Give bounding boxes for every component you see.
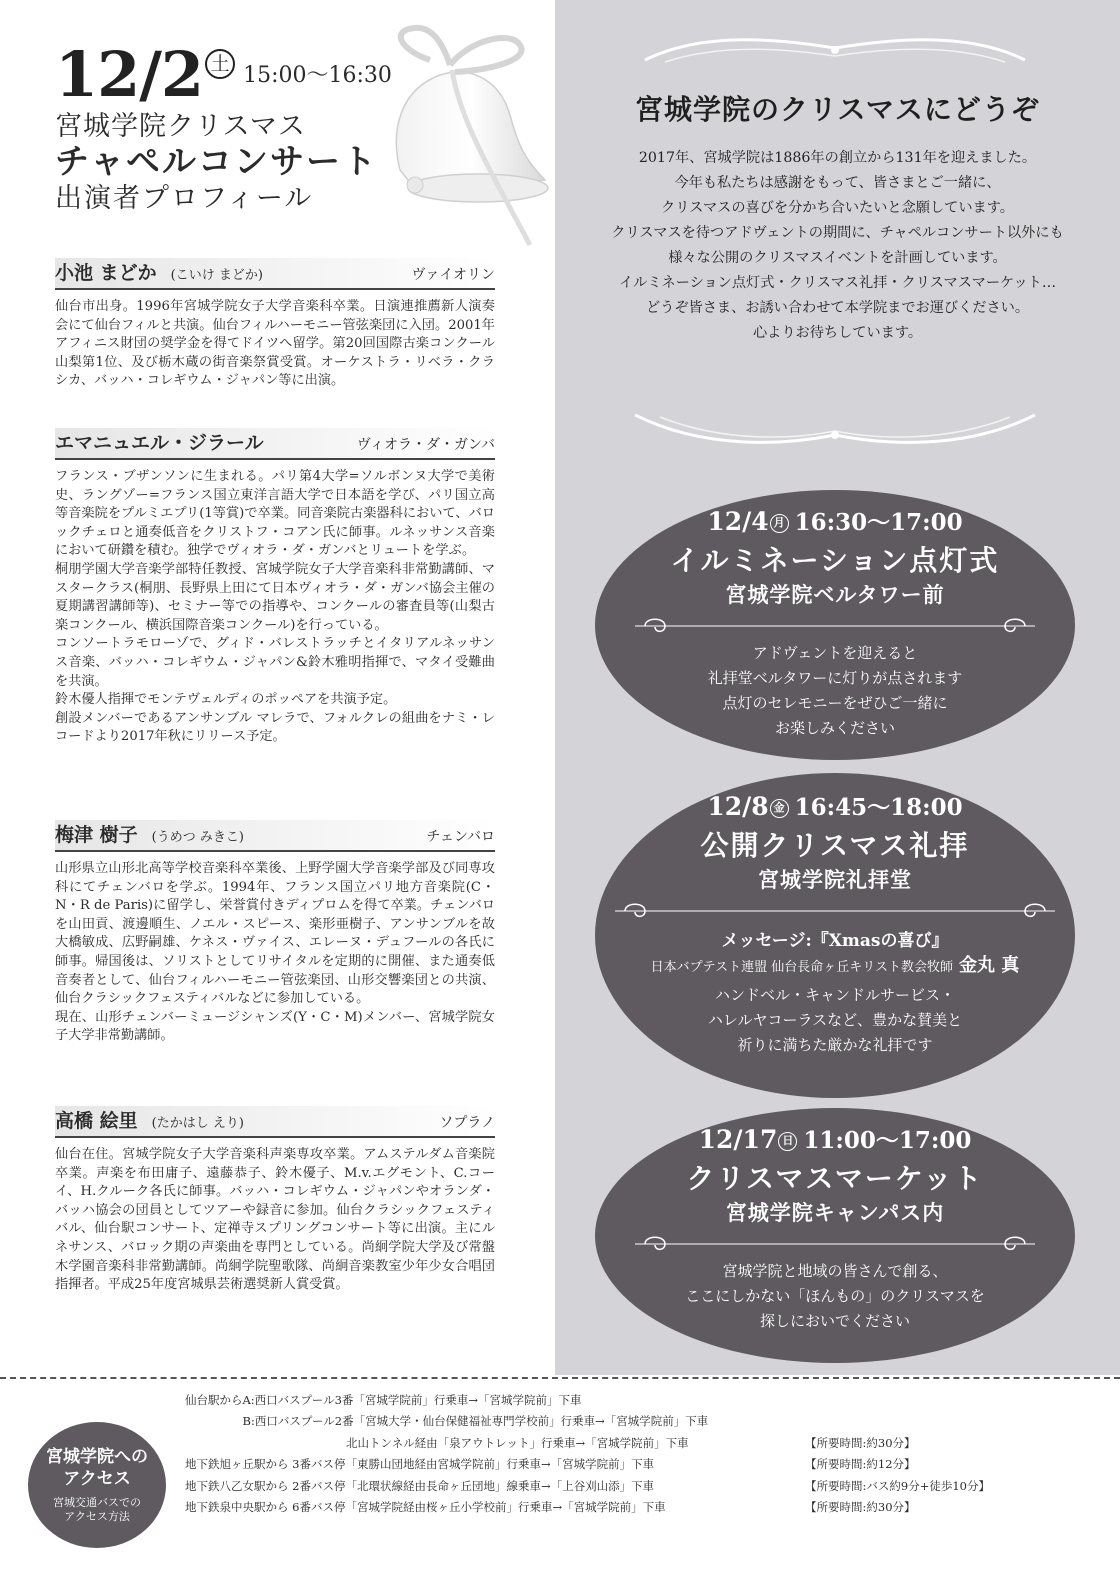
performer-name: 梅津 樹子 (うめつ みきこ)	[55, 824, 244, 846]
performer-bio: フランス・ブザンソンに生まれる。パリ第4大学=ソルボンヌ大学で美術史、ラングゾー=フランス国立東洋言語大学で日本語を学び、パリ国立高等音楽院をプルミエプリ(1等賞)で卒業。同音楽院古楽器科において、バロックチェロと通奏低音をクリストフ・コアン氏に師事。ルネッサンス音楽において研鑽を積む。独学でヴィオラ・ダ・ガンバとリュートを学ぶ。 桐朋学園大学音楽学部特任教授、宮城学院女子大学音楽科非常勤講師、マスタークラス(桐朋、長野県上田にて日本ヴィオラ・ダ・ガンバ協会主催の夏期講習講師等)、セミナー等での指導や、コンクールの審査員等(山梨古楽コンクール、横浜国際音楽コンクール)を行っている。 コンソートラモローゾで、グィド・バレストラッチとイタリアルネッサンス音楽、バッハ・コレギウム・ジャパン&鈴木雅明指揮で、マタイ受難曲を共演。 鈴木優人指揮でモンテヴェルディのポッペアを共演予定。 創設メンバーであるアンサンブル マレラで、フォルクレの組曲をナミ・レコードより2017年秋にリリース予定。	[55, 469, 495, 745]
event-speaker-line	[595, 951, 1075, 977]
route-text: 仙台駅からA:西口バスプール3番「宮城学院前」行乗車→「宮城学院前」下車	[185, 1393, 582, 1407]
performer-reading: (たかはし えり)	[151, 1116, 244, 1131]
performer-header	[55, 1106, 495, 1138]
route-duration: 【所要時間:約30分】	[805, 1435, 916, 1450]
performer-takahashi	[55, 1106, 495, 1295]
event-illumination	[595, 490, 1075, 760]
event-desc-line: ハレルヤコーラスなど、豊かな賛美と	[707, 1011, 963, 1029]
access-title: 宮城学院への アクセス	[46, 1447, 148, 1489]
route-text: 地下鉄旭ヶ丘駅から 3番バス停「東勝山団地経由宮城学院前」行乗車→「宮城学院前」下車	[185, 1457, 655, 1472]
flourish-divider-icon	[615, 900, 1055, 922]
access-route	[185, 1433, 1105, 1454]
route-text: 地下鉄泉中央駅から 6番バス停「宮城学院経由桜ヶ丘小学校前」行乗車→「宮城学院前」下車	[185, 1499, 666, 1514]
event-time: 16:45〜18:00	[794, 794, 963, 821]
event-day: 日	[778, 1132, 797, 1151]
title-line1: 宮城学院クリスマス	[55, 111, 306, 142]
welcome-line: クリスマスを待つアドヴェントの期間に、チャペルコンサート以外にも	[611, 225, 1064, 241]
event-title: 公開クリスマス礼拝	[700, 829, 970, 862]
welcome-line: 2017年、宮城学院は1886年の創立から131年を迎えました。	[638, 150, 1037, 166]
concert-day: 土	[205, 49, 235, 79]
event-description	[595, 983, 1075, 1058]
event-desc-line: アドヴェントを迎えると	[752, 644, 918, 662]
welcome-line: どうぞ皆さま、お誘い合わせて本学院までお運びください。	[645, 300, 1030, 316]
performer-header	[55, 820, 495, 852]
access-route	[185, 1476, 1105, 1497]
performer-umetsu	[55, 820, 495, 1046]
welcome-line: 心よりお待ちしています。	[752, 325, 923, 341]
title-line3: 出演者プロフィール	[55, 183, 314, 214]
performer-header	[55, 258, 495, 290]
event-christmas-service	[595, 773, 1075, 1098]
event-place: 宮城学院礼拝堂	[758, 867, 912, 892]
access-route	[185, 1390, 1105, 1411]
right-column	[555, 0, 1120, 1375]
performer-reading: (こいけ まどか)	[170, 268, 263, 283]
event-date: 12/17 日 11:00〜17:00	[698, 1125, 972, 1154]
access-route-list	[185, 1390, 1105, 1518]
performer-name: 小池 まどか (こいけ まどか)	[55, 262, 263, 284]
access-subtitle: 宮城交通バスでの アクセス方法	[53, 1496, 141, 1523]
event-christmas-market	[595, 1108, 1075, 1363]
event-desc-line: 祈りに満ちた厳かな礼拝です	[737, 1036, 933, 1054]
route-text: 北山トンネル経由「泉アウトレット」行乗車→「宮城学院前」下車	[185, 1435, 689, 1450]
event-time: 16:30〜17:00	[794, 509, 963, 536]
flourish-divider-icon	[635, 615, 1035, 637]
performer-bio: 仙台市出身。1996年宮城学院女子大学音楽科卒業。日演連推薦新人演奏会にて仙台フィルと共演。仙台フィルハーモニー管弦楽団に入団。2001年アフィニス財団の奨学金を得てドイツへ留学。第20回国際古楽コンクール山梨第1位、及び栃木蔵の街音楽祭賞受賞。オーケストラ・リベラ・クラシカ、バッハ・コレギウム・ジャパン等に出演。	[55, 299, 495, 389]
welcome-line: 様々な公開のクリスマスイベントを計画しています。	[668, 250, 1007, 266]
access-badge	[28, 1422, 166, 1548]
access-route	[185, 1454, 1105, 1475]
event-title: イルミネーション点灯式	[670, 544, 1000, 577]
performer-name: エマニュエル・ジラール	[55, 432, 264, 454]
event-title: クリスマスマーケット	[686, 1162, 984, 1195]
footer-divider	[0, 1377, 1120, 1379]
event-description	[595, 641, 1075, 741]
event-time: 11:00〜17:00	[803, 1127, 972, 1154]
route-duration: 【所要時間:バス約9分+徒歩10分】	[805, 1478, 990, 1493]
concert-time: 15:00〜16:30	[243, 63, 392, 88]
event-desc-line: ハンドベル・キャンドルサービス・	[714, 986, 955, 1004]
route-text: 地下鉄八乙女駅から 2番バス停「北環状線経由長命ヶ丘団地」線乗車→「上谷刈山添」下車	[185, 1478, 655, 1493]
performer-header	[55, 428, 495, 460]
route-duration: 【所要時間:約30分】	[805, 1499, 916, 1514]
performer-reading: (うめつ みきこ)	[151, 830, 244, 845]
performer-name: 高橋 絵里 (たかはし えり)	[55, 1110, 244, 1132]
welcome-title: 宮城学院のクリスマスにどうぞ	[635, 93, 1040, 126]
event-desc-line: 宮城学院と地域の皆さんで創る、	[722, 1262, 948, 1280]
welcome-message	[565, 146, 1110, 346]
performer-instrument: ソプラノ	[439, 1115, 495, 1131]
flourish-ornament-top	[625, 30, 1045, 70]
event-desc-line: ここにしかない「ほんもの」のクリスマスを	[685, 1287, 985, 1305]
event-desc-line: 点灯のセレモニーをぜひご一緒に	[722, 694, 948, 712]
event-message: メッセージ:『Xmasの喜び』	[721, 931, 949, 951]
event-place: 宮城学院ベルタワー前	[725, 582, 945, 607]
access-route	[185, 1497, 1105, 1518]
performer-koike	[55, 258, 495, 391]
event-desc-line: 探しにおいでください	[759, 1312, 910, 1330]
performer-bio: 山形県立山形北高等学校音楽科卒業後、上野学園大学音楽学部及び同専攻科にてチェンバロを学ぶ。1994年、フランス国立パリ地方音楽院(C・N・R de Paris)に留学し、栄誉賞付きディプロムを得て卒業。チェンバロを山田貢、渡邊順生、ノエル・スピース、楽形亜樹子、アンサンブルを故大橋敏成、広野嗣雄、ケネス・ヴァイス、エレーヌ・デュフールの各氏に師事。帰国後は、ソリストとしてリサイタルを定期的に開催、また通奏低音奏者として、仙台フィルハーモニー管弦楽団、山形交響楽団との共演、仙台クラシックフェスティバルなどに参加している。 現在、山形チェンバーミュージシャンズ(Y・C・M)メンバー、宮城学院女子大学非常勤講師。	[55, 861, 495, 1044]
route-duration: 【所要時間:約12分】	[805, 1457, 916, 1472]
performer-instrument: ヴィオラ・ダ・ガンバ	[356, 437, 495, 453]
flourish-divider-icon	[635, 1233, 1035, 1255]
performer-girard	[55, 428, 495, 747]
welcome-line: 今年も私たちは感謝をもって、皆さまとご一緒に、	[674, 175, 1001, 191]
event-description	[595, 1259, 1075, 1334]
concert-date-line	[55, 38, 392, 111]
event-date: 12/4 月 16:30〜17:00	[707, 507, 963, 536]
event-organization: 日本バプテスト連盟 仙台長命ヶ丘キリスト教会牧師	[650, 960, 954, 975]
event-day: 金	[770, 799, 789, 818]
title-line2: チャペルコンサート	[55, 142, 378, 182]
event-speaker: 金丸 真	[959, 955, 1020, 976]
concert-date: 12/2	[55, 38, 204, 111]
event-date: 12/8 金 16:45〜18:00	[707, 792, 963, 821]
event-desc-line: 礼拝堂ベルタワーに灯りが点されます	[707, 669, 963, 687]
event-place: 宮城学院キャンパス内	[725, 1200, 945, 1225]
route-text: B:西口バスプール2番「宮城大学・仙台保健福祉専門学校前」行乗車→「宮城学院前」下車	[185, 1414, 709, 1429]
event-day: 月	[770, 514, 789, 533]
event-desc-line: お楽しみください	[774, 719, 895, 737]
flourish-ornament-bottom	[615, 405, 1055, 455]
performer-bio: 仙台在住。宮城学院女子大学音楽科声楽専攻卒業。アムステルダム音楽院卒業。声楽を布田庸子、遠藤恭子、鈴木優子、M.v.エグモント、C.コーイ、H.クルーク各氏に師事。バッハ・コレギウム・ジャパンやオランダ・バッハ協会の団員としてツアーや録音に参加。仙台クラシックフェスティバル、仙台駅コンサート、定禅寺スプリングコンサート等に出演。主にルネサンス、バロック期の声楽曲を専門としている。尚絅学院大学及び常盤木学園音楽科非常勤講師。尚絅学院聖歌隊、尚絅音楽教室少年少女合唱団指揮者。平成25年度宮城県芸術選奨新人賞受賞。	[55, 1147, 495, 1293]
performer-instrument: ヴァイオリン	[411, 267, 495, 283]
welcome-line: クリスマスの喜びを分かち合いたいと念願しています。	[661, 200, 1014, 216]
access-route	[185, 1411, 1105, 1432]
welcome-line: イルミネーション点灯式・クリスマス礼拝・クリスマスマーケット…	[618, 275, 1057, 291]
left-column	[0, 0, 555, 1375]
performer-instrument: チェンバロ	[426, 829, 495, 845]
